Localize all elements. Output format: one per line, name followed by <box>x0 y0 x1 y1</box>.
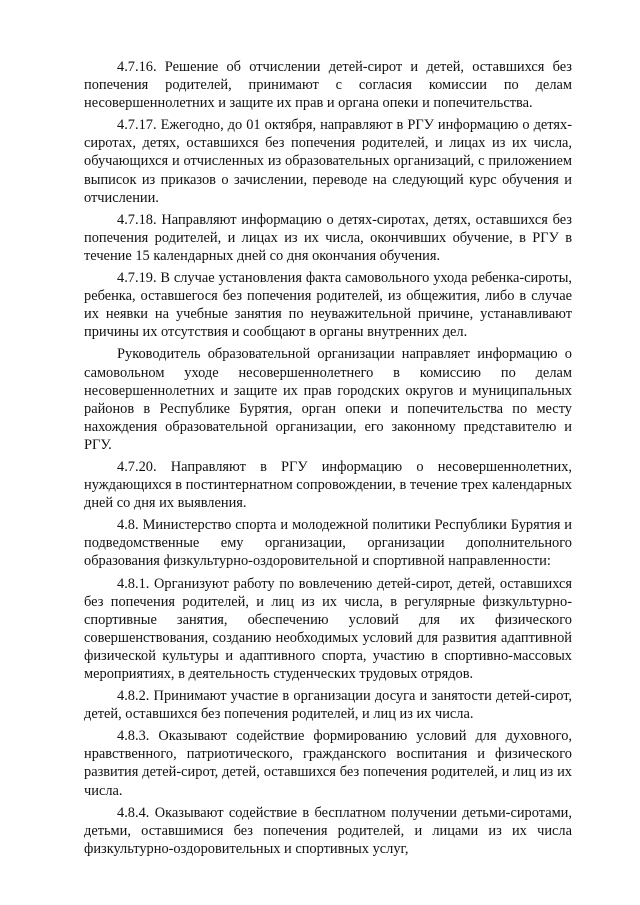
paragraph-head-notice: Руководитель образовательной организации направляет информацию о самовольном уходе несовершеннолетнего в комиссию по делам несовершеннолетних и защите их прав городских округов и муниципальных районов в Республике Бурятия, орган опеки и попечительства по месту нахождения образовательной организации, его законному представителю и РГУ. <box>84 346 572 453</box>
paragraph-4-8-2: 4.8.2. Принимают участие в организации досуга и занятости детей-сирот, детей, оставшихся без попечения родителей, и лиц из их числа. <box>84 688 572 723</box>
paragraph-4-7-20: 4.7.20. Направляют в РГУ информацию о несовершеннолетних, нуждающихся в постинтернатном сопровождении, в течение трех календарных дней со дня их выявления. <box>84 458 572 512</box>
paragraph-4-7-18: 4.7.18. Направляют информацию о детях-сиротах, детях, оставшихся без попечения родителей, и лицах из их числа, окончивших обучение, в РГУ в течение 15 календарных дней со дня окончания обучения. <box>84 211 572 264</box>
paragraph-4-7-16: 4.7.16. Решение об отчислении детей-сирот и детей, оставшихся без попечения родителей, принимают с согласия комиссии по делам несовершеннолетних и защите их прав и органа опеки и попечительства. <box>84 59 572 112</box>
paragraph-4-8-4: 4.8.4. Оказывают содействие в бесплатном получении детьми-сиротами, детьми, оставшимися без попечения родителей, и лицами из их числа физкультурно-оздоровительных и спортивных услуг, <box>84 804 572 857</box>
paragraph-4-8-1: 4.8.1. Организуют работу по вовлечению детей-сирот, детей, оставшихся без попечения родителей, и лиц из их числа, в регулярные физкультурно-спортивные занятия, обеспечению условий для их физического совершенствования, созданию необходимых условий для развития адаптивной физической культуры и адаптивного спорта, участию в спортивно-массовых мероприятиях, в деятельность студенческих трудовых отрядов. <box>84 575 572 682</box>
paragraph-4-8: 4.8. Министерство спорта и молодежной политики Республики Бурятия и подведомственные ему организации, организации дополнительного образования физкультурно-оздоровительной и спортивной направленности: <box>84 517 572 570</box>
paragraph-4-7-19: 4.7.19. В случае установления факта самовольного ухода ребенка-сироты, ребенка, оставшегося без попечения родителей, из общежития, либо в случае их неявки на учебные занятия по неуважительной причине, устанавливают причины их отсутствия и сообщают в органы внутренних дел. <box>84 270 572 341</box>
paragraph-4-7-17: 4.7.17. Ежегодно, до 01 октября, направляют в РГУ информацию о детях-сиротах, детях, оставшихся без попечения родителей, и лицах из их числа, обучающихся и отчисленных из образовательных организаций, с приложением выписок из приказов о зачислении, переводе на следующий курс обучения и отчислении. <box>84 117 572 206</box>
paragraph-4-8-3: 4.8.3. Оказывают содействие формированию условий для духовного, нравственного, патриотического, гражданского воспитания и физического развития детей-сирот, детей, оставшихся без попечения родителей, и лиц из их числа. <box>84 728 572 799</box>
